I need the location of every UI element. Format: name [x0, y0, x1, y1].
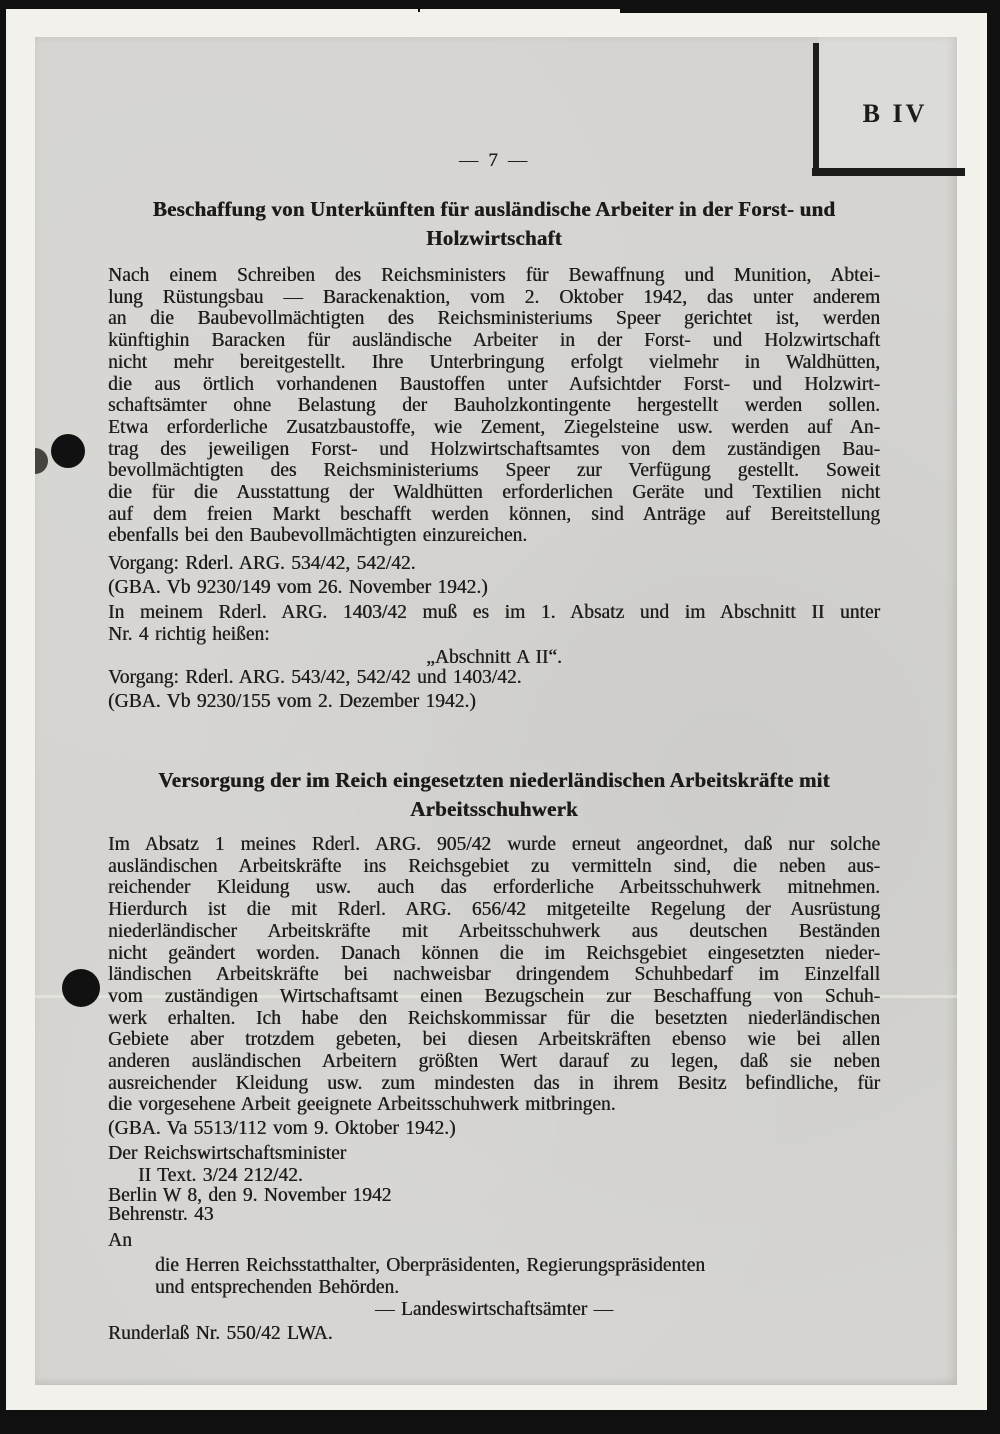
section2-title	[108, 766, 880, 824]
hole-punch	[51, 434, 85, 468]
body-line: Nach einem Schreiben des Reichsministers für Bewaffnung und Munition, Abtei-	[108, 265, 880, 286]
section1-body	[108, 265, 880, 547]
body-line: schaftsämter ohne Belastung der Bauholzkontingente hergestellt werden sollen.	[108, 395, 880, 417]
distribution-recipients	[108, 1255, 927, 1299]
body-line: die für die Ausstattung der Waldhütten erforderlichen Geräte und Textilien nicht	[108, 482, 880, 504]
recipients-line1: die Herren Reichsstatthalter, Oberpräsidenten, Regierungspräsidenten	[155, 1255, 705, 1276]
distribution-an: An	[108, 1230, 132, 1251]
scan-artifact-line	[418, 0, 420, 12]
signature-minister: Der Reichswirtschaftsminister	[108, 1143, 347, 1164]
body-line: ausreichender Kleidung usw. zum mindesten das in ihrem Besitz befindliche, für	[108, 1072, 880, 1094]
signature-file-ref: II Text. 3/24 212/42.	[138, 1165, 303, 1186]
scan-edge-artifact	[620, 0, 1000, 13]
body-line: niederländischer Arbeitskräfte mit Arbeitsschuhwerk aus deutschen Beständen	[108, 920, 880, 942]
body-line: nicht mehr bereitgestellt. Ihre Unterbringung erfolgt vielmehr in Waldhütten,	[108, 351, 880, 373]
hole-punch-edge	[35, 448, 48, 474]
body-line: vom zuständigen Wirtschaftsamt einen Bezugschein zur Beschaffung von Schuh-	[108, 985, 880, 1007]
section1-gba2: (GBA. Vb 9230/155 vom 2. Dezember 1942.)	[108, 691, 476, 712]
distribution-lwa: — Landeswirtschaftsämter —	[374, 1299, 613, 1320]
body-line: ebenfalls bei den Baubevollmächtigten einzureichen.	[108, 525, 528, 547]
body-line: werk erhalten. Ich habe den Reichskommissar für die besetzten niederländischen	[108, 1007, 880, 1029]
body-line: ausländischen Arbeitskräfte ins Reichsgebiet zu vermitteln sind, die neben aus-	[108, 855, 880, 877]
body-line: Gebiete aber trotzdem gebeten, bei diesen Arbeitskräften ebenso wie bei allen	[108, 1029, 880, 1051]
section2-title-line1: Versorgung der im Reich eingesetzten niederländischen Arbeitskräfte mit	[158, 768, 830, 792]
signature-place-date: Berlin W 8, den 9. November 1942	[108, 1185, 392, 1206]
signature-street: Behrenstr. 43	[108, 1204, 214, 1225]
section1-vorgang1: Vorgang: Rderl. ARG. 534/42, 542/42.	[108, 553, 416, 574]
section1-title-line1: Beschaffung von Unterkünften für ausländische Arbeiter in der Forst- und	[152, 197, 836, 221]
body-line: die vorgesehene Arbeit geeignete Arbeitsschuhwerk mitbringen.	[108, 1094, 616, 1116]
section1-correction-quote: „Abschnitt A II“.	[426, 647, 562, 668]
body-line: ländischen Arbeitskräfte bei nachweisbar dringendem Schuhbedarf im Einzelfall	[108, 964, 880, 986]
body-line: Etwa erforderliche Zusatzbaustoffe, wie Zement, Ziegelsteine usw. werden auf An-	[108, 416, 880, 438]
section1-vorgang2: Vorgang: Rderl. ARG. 543/42, 542/42 und 1403/42.	[108, 667, 522, 688]
section1-title	[108, 195, 880, 253]
body-line: In meinem Rderl. ARG. 1403/42 muß es im 1. Absatz und im Abschnitt II unter	[108, 602, 880, 623]
page-number: — 7 —	[459, 150, 529, 171]
section2-body	[108, 834, 880, 1116]
section2-title-line2: Arbeitsschuhwerk	[410, 797, 578, 821]
body-line: trag des jeweiligen Forst- und Holzwirtschaftsamtes von dem zuständigen Bau-	[108, 438, 880, 460]
body-line: Nr. 4 richtig heißen:	[108, 623, 270, 645]
body-line: Hierdurch ist die mit Rderl. ARG. 656/42 mitgeteilte Regelung der Ausrüstung	[108, 899, 880, 921]
scan-bottom-edge	[0, 1410, 1000, 1434]
section1-title-line2: Holzwirtschaft	[426, 226, 562, 250]
body-line: an die Baubevollmächtigten des Reichsministeriums Speer gerichtet ist, werden	[108, 308, 880, 330]
document-page	[35, 37, 957, 1385]
body-line: bevollmächtigten des Reichsministeriums Speer zur Verfügung gestellt. Soweit	[108, 460, 880, 482]
body-line: anderen ausländischen Arbeitern größten Wert darauf zu legen, daß sie neben	[108, 1051, 880, 1073]
section1-gba1: (GBA. Vb 9230/149 vom 26. November 1942.)	[108, 577, 488, 598]
section-corner-label: B IV	[862, 99, 928, 128]
body-line: künftighin Baracken für ausländische Arbeiter in der Forst- und Holzwirtschaft	[108, 330, 880, 352]
section2-gba3: (GBA. Va 5513/112 vom 9. Oktober 1942.)	[108, 1118, 456, 1139]
body-line: die aus örtlich vorhandenen Baustoffen unter Aufsichtder Forst- und Holzwirt-	[108, 373, 880, 395]
body-line: reichender Kleidung usw. auch das erforderliche Arbeitsschuhwerk mitnehmen.	[108, 877, 880, 899]
body-line: lung Rüstungsbau — Barackenaktion, vom 2. Oktober 1942, das unter anderem	[108, 286, 880, 308]
body-line: nicht geändert worden. Danach können die im Reichsgebiet eingesetzten nieder-	[108, 942, 880, 964]
recipients-line2: und entsprechenden Behörden.	[155, 1277, 399, 1298]
section1-correction	[108, 602, 880, 645]
hole-punch	[62, 969, 100, 1007]
body-line: auf dem freien Markt beschafft werden können, sind Anträge auf Bereitstellung	[108, 503, 880, 525]
decree-number: Runderlaß Nr. 550/42 LWA.	[108, 1323, 333, 1344]
body-line: Im Absatz 1 meines Rderl. ARG. 905/42 wurde erneut angeordnet, daß nur solche	[108, 834, 880, 855]
